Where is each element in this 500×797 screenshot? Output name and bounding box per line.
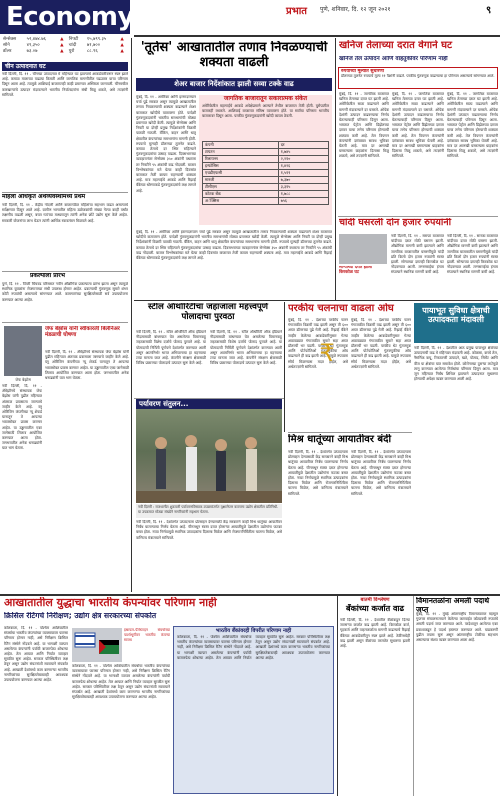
table-row: कोटक बँक १,७८८ (203, 190, 329, 197)
table-row: अॅक्सिस ७५६ (203, 197, 329, 204)
market-ticker (2, 37, 128, 61)
bezos-photo (4, 326, 42, 376)
column-rule (335, 38, 336, 300)
oil-headline: खनिज तेलाच्या दरात वेगाने घट (339, 40, 453, 51)
oil-deck: खनिज तेल उत्पादन आणि वाहतुकीवर परिणाम नाही (339, 56, 448, 62)
steel-headline: स्टील ऑथॉरिटीचा जहाजाला महत्त्वपूर्ण पोलादाचा पुरवठा (148, 303, 268, 322)
steel-body-1: नवी दिल्ली, दि. ११ - स्टील ऑथॉरिटी ऑफ इंडियाने नौदलासाठी बांधण्यात येत असलेल्या विमानवाहू जहाजासाठी विशेष दर्जाचे पोलाद पुरवले आहे. या पोलादाची निर्मिती पूर्णपणे देशांतर्गत करण्यात आली असून आत्मनिर्भर भारत अभियानाचा हा महत्त्वाचा टप्पा मानला जात आहे. कंपनीने संरक्षण क्षेत्रासाठी विविध प्रकारच्या पोलादाचे उत्पादन सुरू केले आहे. (136, 330, 206, 366)
page-number: ९ (486, 5, 492, 16)
sidebox-table-wrap (199, 141, 332, 205)
flags-photo (72, 628, 122, 662)
metal-headline: मिश्र धातूंच्या आयातीवर बंदी (288, 434, 392, 445)
metal-body-2: नवी दिल्ली, दि. ११ - देशांतर्गत उत्पादनाला प्रोत्साहन देण्यासाठी केंद्र सरकारने काही मिश्र धातूंच्या आयातीवर निर्बंध घालण्याचा निर्णय घेतला आहे. चीनमधून स्वस्त दरात होणाऱ्या आयातीमुळे देशातील उद्योगांना फटका बसत होता. नव्या निर्णयामुळे स्थानिक उत्पादकांना दिलासा मिळेल आणि रोजगारनिर्मितीला चालना मिळेल, असे वाणिज्य मंत्रालयाने सांगितले. (351, 450, 411, 496)
silver-body-2: नवी दिल्ली, दि. ११ - सराफा बाजारात चांदीच्या दरात मोठी घसरण झाली. औद्योगिक मागणी कमी झाल्याने आणि जागतिक बाजारातील घसरणीमुळे चांदी प्रति किलो दोन हजार रुपयांनी स्वस्त झाली. सोन्याच्या दरातही किरकोळ घट नोंदवण्यात आली. लग्नसराईचा हंगाम संपल्याने स्थानिक मागणी कमी आहे. (447, 234, 498, 275)
stock-table (202, 141, 329, 205)
bank-body: नवी दिल्ली, दि. ११ - देशातील बँकांकडून दिल्या जाणाऱ्या कर्जात वाढ झाली आहे. किरकोळ कर्ज, गृहकर्ज आणि वाहनकर्जाला मागणी वाढल्याचे रिझर्व्ह बँकेच्या आकडेवारीतून स्पष्ट झाले आहे. ठेवींमध्येही वाढ झाली असून बँकांच्या तरलतेत सुधारणा झाली आहे. (340, 618, 410, 649)
bank-kicker: बातमी विश्लेषण (360, 597, 390, 603)
lead-body-col3: मुंबई, दि. ११ - अमेरिका आणि इराणदरम्यान चर्चा पुढे सरकत असून त्यामुळे आखातातील तणाव निवळण्याची शक्यता वाढल्याने शेअर बाजारात खरेदीचे वातावरण होते. परदेशी गुंतवणूकदारांनी भारतीय समभागांची मोठ्या प्रमाणात खरेदी केली. त्यामुळे सेन्सेक्स आणि निफ्टी या दोन्ही प्रमुख निर्देशांकांनी विक्रमी पातळी गाठली. बँकिंग, वाहन आणि धातू क्षेत्रातील कंपन्यांच्या समभागांना मागणी होती. रुपयाचे मूल्यही डॉलरच्या तुलनेत वाढले. कच्च्या तेलाचे दर स्थिर राहिल्याने गुंतवणूकदारांचा उत्साह वाढला. दिवसभराच्या व्यवहारानंतर सेन्सेक्स ३५० अंकांनी वधारला तर निफ्टीने ९५ अंकांची वाढ नोंदवली. बाजार विश्लेषकांच्या मते येत्या काही दिवसांत बाजारात तेजी कायम राहण्याची शक्यता आहे. मात्र महागाईचे आकडे आणि रिझर्व्ह बँकेच्या धोरणाकडे गुंतवणूकदारांचे लक्ष लागले आहे. (136, 230, 332, 261)
bank-headline: बँकांच्या कर्जात वाढ (346, 604, 404, 613)
short1-body: नवी दिल्ली, दि. ११ - चीनच्या उत्पादनात मे महिन्यात घट झाल्याचे आकडेवारीवरून स्पष्ट झाले आहे. कच्च्या मालाच्या वाढत्या किमती आणि जागतिक मागणीतील चढउतार याचा परिणाम दिसून आला आहे. त्यामुळे आशियाई बाजारातही काही प्रमाणात अस्थिरता जाणवली. चीनमधील कारखान्यांचे उत्पादन मंदावल्याने भारतीय निर्यातदारांना संधी मिळू शकते, असे तज्ज्ञांनी सांगितले. (2, 72, 128, 97)
infra-headline: पायाभूत सुविधा क्षेत्राची उत्पादकता मंदावली (422, 306, 490, 325)
section-rule (0, 594, 500, 596)
short2-title: महिला अधिकृत अर्थव्यवस्थामध्ये प्रथम (2, 194, 86, 200)
lead-body-col1: मुंबई, दि. ११ - अमेरिका आणि इराणदरम्यान चर्चा पुढे सरकत असून त्यामुळे आखातातील तणाव निवळण्याची शक्यता वाढल्याने शेअर बाजारात खरेदीचे वातावरण होते. परदेशी गुंतवणूकदारांनी भारतीय समभागांची मोठ्या प्रमाणात खरेदी केली. त्यामुळे सेन्सेक्स आणि निफ्टी या दोन्ही प्रमुख निर्देशांकांनी विक्रमी पातळी गाठली. बँकिंग, वाहन आणि धातू क्षेत्रातील कंपन्यांच्या समभागांना मागणी होती. रुपयाचे मूल्यही डॉलरच्या तुलनेत वाढले. कच्च्या तेलाचे दर स्थिर राहिल्याने गुंतवणूकदारांचा उत्साह वाढला. दिवसभराच्या व्यवहारानंतर सेन्सेक्स ३५० अंकांनी वधारला तर निफ्टीने ९५ अंकांची वाढ नोंदवली. बाजार विश्लेषकांच्या मते येत्या काही दिवसांत बाजारात तेजी कायम राहण्याची शक्यता आहे. मात्र महागाईचे आकडे आणि रिझर्व्ह बँकेच्या धोरणाकडे गुंतवणूकदारांचे लक्ष लागले आहे. (136, 95, 196, 193)
short3-body: पुणे, दि. ११ - पिंपरी चिंचवड परिसरात नवीन औद्योगिक प्रकल्पाला प्रारंभ झाला असून त्यामुळे स्थानिक युवकांना रोजगाराच्या संधी उपलब्ध होणार आहेत. प्रकल्पाची गुंतवणूक सुमारे शंभर कोटी रुपयांची असल्याचे सांगण्यात आले. कामगारांच्या सुरक्षिततेसाठी सर्व उपाययोजना करण्यात आल्या आहेत. (2, 282, 128, 302)
gulf-caption: इस्रायल-पॅलेस्टाइन संघर्षाच्या पार्श्वभूमीवर भारतीय कंपन्या सावध (124, 628, 170, 643)
rupee-icon: ₹ (319, 339, 335, 367)
divider (2, 271, 128, 272)
env-story-body: नवी दिल्ली, दि. ११ - देशांतर्गत उत्पादनाला प्रोत्साहन देण्यासाठी केंद्र सरकारने काही मिश्र धातूंच्या आयातीवर निर्बंध घालण्याचा निर्णय घेतला आहे. चीनमधून स्वस्त दरात होणाऱ्या आयातीमुळे देशातील उद्योगांना फटका बसत होता. नव्या निर्णयामुळे स्थानिक उत्पादकांना दिलासा मिळेल आणि रोजगारनिर्मितीला चालना मिळेल, असे वाणिज्य मंत्रालयाने सांगितले. (136, 520, 282, 540)
silver-caption: सोन्याच्या दरात झाली किरकोळ घट (339, 266, 373, 275)
silver-photo (339, 234, 387, 264)
sidebox-title: जागतिक बाजारातून सकारात्मक संकेत (223, 95, 308, 102)
env-photo-caption: नवी दिल्ली : राजधानीत शुक्रवारी पर्यावरणविषयक उपक्रमांतर्गत वृक्षारोपण करताना उद्योग क्षेत्रातील प्रतिनिधी. या उपक्रमात मोठ्या संख्येने नागरिकांनी सहभाग घेतला. (136, 504, 282, 518)
fdi-body-2: मुंबई, दि. ११ - देशाच्या परकीय चलन गंगाजळीत विक्रमी वाढ झाली असून ती ६०० अब्ज डॉलरच्या पुढे गेली आहे. रिझर्व्ह बँकेने जाहीर केलेल्या आकडेवारीनुसार गेल्या आठवड्यात गंगाजळीत सुमारे सहा अब्ज डॉलरची भर पडली. परकीय थेट गुंतवणूक आणि पोर्टफोलिओ गुंतवणुकीचा ओघ वाढल्याने ही वाढ झाली आहे. यामुळे रुपयाला स्थैर्य मिळण्यास मदत होईल, असे अर्थतज्ज्ञांनी सांगितले. (351, 318, 411, 369)
rupee-box-text: डॉलरच्या तुलनेत रुपयाचे मूल्य ११ पैशांनी वाढले. परकीय गुंतवणूक वाढल्याचा हा परिणाम असल्याचे सांगण्यात आले. (341, 74, 495, 79)
divider (2, 322, 128, 323)
section-rule (134, 300, 498, 301)
divider (2, 192, 128, 193)
table-row: मारुती ७,३७० (203, 176, 329, 183)
brand-logo: प्रभात (286, 6, 308, 17)
dateline: पुणे, शनिवार, दि. १२ जून २०२१ (320, 6, 391, 13)
gulf-body-1: कोलकाता, दि. ११ - पश्चिम आशियातील संघर्षाचा भारतीय कंपन्यांच्या व्यवसायावर फारसा परिणाम होणार नाही, असे निरीक्षण क्रिसिल रेटिंग संस्थेने नोंदवले आहे. या भागाशी व्यापार असलेल्या कंपन्यांनी पर्यायी बाजारपेठा शोधल्या आहेत. तेल आयात आणि निर्यात व्यवहार सुरळीत सुरू आहेत. सरकार परिस्थितीवर लक्ष ठेवून असून उद्योग संघटनांशी सातत्याने संपर्कात आहे. आखाती देशांमध्ये काम करणाऱ्या भारतीय नागरिकांच्या सुरक्षिततेबाबतही आवश्यक उपाययोजना करण्यात आल्या आहेत. (4, 626, 68, 683)
short2-body: नवी दिल्ली, दि. ११ - केंद्रीय नोंदणी आणि बाजारपेठेत महिलांचा सहभाग वाढत असल्याचे सर्वेक्षणात दिसून आले आहे. ग्रामीण भागातील महिला उद्योजकांची संख्या गेल्या काही वर्षांत लक्षणीय वाढली असून, बचत गटांच्या माध्यमातून त्यांनी अनेक छोटे उद्योग सुरू केले आहेत. सरकारी योजनांचा लाभ घेऊन त्यांनी आर्थिक स्वावलंबन मिळवले आहे. (2, 203, 128, 223)
metal-body-1: नवी दिल्ली, दि. ११ - देशांतर्गत उत्पादनाला प्रोत्साहन देण्यासाठी केंद्र सरकारने काही मिश्र धातूंच्या आयातीवर निर्बंध घालण्याचा निर्णय घेतला आहे. चीनमधून स्वस्त दरात होणाऱ्या आयातीमुळे देशातील उद्योगांना फटका बसत होता. नव्या निर्णयामुळे स्थानिक उत्पादकांना दिलासा मिळेल आणि रोजगारनिर्मितीला चालना मिळेल, असे वाणिज्य मंत्रालयाने सांगितले. (288, 450, 348, 496)
short1-title: चीन उत्पादनात घट (2, 62, 128, 71)
table-row: टायटन १,७४५ (203, 148, 329, 155)
short4-body: नवी दिल्ली, दि. ११ - ॲमेझॉनचे संस्थापक जेफ बेझोस यांनी पुढील महिन्यात अंतराळ प्रवासाला जाण्याचे जाहीर केले आहे. ब्लू ओरिजिन कंपनीच्या न्यू शेफर्ड यानातून ते आपल्या भावासोबत प्रवास करणार आहेत. या उड्डाणातील एका जागेसाठी लिलाव आयोजित करण्यात आला होता. जगभरातील अनेक धनाढ्यांनी यात भाग घेतला. (45, 350, 129, 381)
rupee-box-title: रुपयाच्या मूल्यात सुधारणा (341, 69, 384, 74)
gulf-deck: क्रिसिल रेटिंगचे निरीक्षण; उद्योग क्षेत्र सरकारच्या संपर्कात (4, 612, 157, 620)
section-title: Economy (0, 0, 130, 34)
table-row: रिलायन्स २,२१० (203, 155, 329, 162)
oil-body-1: मुंबई, दि. ११ - जागतिक बाजारात खनिज तेलाच्या दरात घट झाली आहे. अमेरिकेतील साठा वाढल्याने आणि मागणी मंदावल्याने दर घसरले. ओपेक देशांनी उत्पादन वाढवण्याचा निर्णय घेतल्याचाही परिणाम दिसून आला. भारतात पेट्रोल आणि डिझेलच्या दरावर याचा लगेच परिणाम होण्याची शक्यता कमी आहे. तेल विपणन कंपन्यांनी दरांबाबत सावध भूमिका घेतली आहे. मात्र दर आणखी घसरल्यास ग्राहकांना दिलासा मिळू शकतो, असे तज्ज्ञांनी सांगितले. (339, 92, 389, 159)
env-photo-title: पर्यावरण संतुलन... (136, 399, 282, 409)
gulf-box (173, 626, 334, 794)
column-rule (284, 302, 285, 432)
fdi-headline: परकीय चलनाचा वाढला ओघ (288, 303, 394, 314)
flag-icon (72, 628, 122, 662)
aviation-headline: विमानतळांना अमली पदार्थ जप्त (416, 597, 490, 614)
table-row: कंपनी दर (203, 141, 329, 148)
gulf-body-2: कोलकाता, दि. ११ - पश्चिम आशियातील संघर्षाचा भारतीय कंपन्यांच्या व्यवसायावर फारसा परिणाम होणार नाही, असे निरीक्षण क्रिसिल रेटिंग संस्थेने नोंदवले आहे. या भागाशी व्यापार असलेल्या कंपन्यांनी पर्यायी बाजारपेठा शोधल्या आहेत. तेल आयात आणि निर्यात व्यवहार सुरळीत सुरू आहेत. सरकार परिस्थितीवर लक्ष ठेवून असून उद्योग संघटनांशी सातत्याने संपर्कात आहे. आखाती देशांमध्ये काम करणाऱ्या भारतीय नागरिकांच्या सुरक्षिततेबाबतही आवश्यक उपाययोजना करण्यात आल्या आहेत. (72, 664, 170, 700)
infra-body: नवी दिल्ली, दि. ११ - देशातील आठ प्रमुख पायाभूत क्षेत्रांच्या उत्पादनाची वाढ मे महिन्यात मंदावली आहे. कोळसा, कच्चे तेल, नैसर्गिक वायू, रिफायनरी उत्पादने, खते, पोलाद, सिमेंट आणि वीज या क्षेत्रांचा यात समावेश होतो. कोरोनाच्या दुसऱ्या लाटेमुळे लागू करण्यात आलेल्या निर्बंधांचा परिणाम दिसून आला. मात्र जून महिन्यात निर्बंध शिथिल झाल्याने उत्पादनात सुधारणा होण्याची अपेक्षा व्यक्त करण्यात आली आहे. (414, 346, 498, 382)
masthead-rule (134, 35, 500, 37)
ticker-row: सोने ४९,३५० ▲ चांदी ७१,७०० ▲ (3, 43, 124, 48)
divider (288, 432, 412, 433)
gulf-box-title: भारतीय बँकांवरही विपरीत परिणाम नाही (215, 628, 292, 634)
column-rule (131, 38, 132, 592)
lead-deck: शेअर बाजार निर्देशांकात झाली सव्वा टक्के वाढ (136, 78, 332, 91)
short3-title: प्रकल्पाला प्रारंभ (30, 273, 65, 279)
bezos-caption: जेफ बेझोस (15, 377, 31, 382)
aviation-body: मुंबई, दि. ११ - मुंबई आंतरराष्ट्रीय विमानतळावर महसूल गुप्तचर संचालनालयाने केलेल्या कारवाईत कोट्यवधी रुपयांचे अमली पदार्थ जप्त करण्यात आले. परदेशातून आलेल्या एका प्रवाशाकडून हे पदार्थ हस्तगत करण्यात आले. याप्रकरणी पुढील तपास सुरू असून आंतरराष्ट्रीय टोळीचा सहभाग असल्याचा संशय व्यक्त करण्यात आला आहे. (416, 612, 498, 643)
env-photo (136, 409, 282, 503)
ticker-row: सेन्सेक्स ५२,४७४.७६ ▲ निफ्टी १५,७९९.३५ ▲ (3, 37, 124, 42)
lead-headline: 'तूर्तस' आखातातील तणाव निवळण्याची शक्यता वाढली (140, 41, 328, 70)
silver-body-1: नवी दिल्ली, दि. ११ - सराफा बाजारात चांदीच्या दरात मोठी घसरण झाली. औद्योगिक मागणी कमी झाल्याने आणि जागतिक बाजारातील घसरणीमुळे चांदी प्रति किलो दोन हजार रुपयांनी स्वस्त झाली. सोन्याच्या दरातही किरकोळ घट नोंदवण्यात आली. लग्नसराईचा हंगाम संपल्याने स्थानिक मागणी कमी आहे. (391, 234, 444, 275)
column-rule (413, 596, 414, 796)
oil-body-2: मुंबई, दि. ११ - जागतिक बाजारात खनिज तेलाच्या दरात घट झाली आहे. अमेरिकेतील साठा वाढल्याने आणि मागणी मंदावल्याने दर घसरले. ओपेक देशांनी उत्पादन वाढवण्याचा निर्णय घेतल्याचाही परिणाम दिसून आला. भारतात पेट्रोल आणि डिझेलच्या दरावर याचा लगेच परिणाम होण्याची शक्यता कमी आहे. तेल विपणन कंपन्यांनी दरांबाबत सावध भूमिका घेतली आहे. मात्र दर आणखी घसरल्यास ग्राहकांना दिलासा मिळू शकतो, असे तज्ज्ञांनी सांगितले. (392, 92, 444, 159)
table-row: टीसीएस ३,३१५ (203, 183, 329, 190)
column-rule (337, 596, 338, 796)
gulf-box-text: कोलकाता, दि. ११ - पश्चिम आशियातील संघर्षाचा भारतीय कंपन्यांच्या व्यवसायावर फारसा परिणाम होणार नाही, असे निरीक्षण क्रिसिल रेटिंग संस्थेने नोंदवले आहे. या भागाशी व्यापार असलेल्या कंपन्यांनी पर्यायी बाजारपेठा शोधल्या आहेत. तेल आयात आणि निर्यात व्यवहार सुरळीत सुरू आहेत. सरकार परिस्थितीवर लक्ष ठेवून असून उद्योग संघटनांशी सातत्याने संपर्कात आहे. आखाती देशांमध्ये काम करणाऱ्या भारतीय नागरिकांच्या सुरक्षिततेबाबतही आवश्यक उपाययोजना करण्यात आल्या आहेत. (177, 634, 330, 660)
short4-title: जेफ बेझोस यांनी स्वीकारली बिलेनिअर मंडळाची घोषणा (45, 326, 120, 339)
short4-body-2: नवी दिल्ली, दि. ११ - ॲमेझॉनचे संस्थापक जेफ बेझोस यांनी पुढील महिन्यात अंतराळ प्रवासाला जाण्याचे जाहीर केले आहे. ब्लू ओरिजिन कंपनीच्या न्यू शेफर्ड यानातून ते आपल्या भावासोबत प्रवास करणार आहेत. या उड्डाणातील एका जागेसाठी लिलाव आयोजित करण्यात आला होता. जगभरातील अनेक धनाढ्यांनी यात भाग घेतला. (2, 384, 42, 451)
divider (338, 216, 498, 217)
sidebox-text: अमेरिकेतील महागाईचे आकडे अपेक्षेप्रमाणे आल्याने तेथील बाजारात तेजी होती. युरोपातील बाजारही वधारले. आशियाई बाजारात संमिश्र वातावरण होते. या सर्वांचा परिणाम भारतीय बाजारावर दिसून आला. परकीय गुंतवणूकदारांनी खरेदी कायम ठेवली. (202, 103, 329, 119)
people-illustration (136, 409, 282, 503)
fdi-body-1: मुंबई, दि. ११ - देशाच्या परकीय चलन गंगाजळीत विक्रमी वाढ झाली असून ती ६०० अब्ज डॉलरच्या पुढे गेली आहे. रिझर्व्ह बँकेने जाहीर केलेल्या आकडेवारीनुसार गेल्या आठवड्यात गंगाजळीत सुमारे सहा अब्ज डॉलरची भर पडली. परकीय थेट गुंतवणूक आणि पोर्टफोलिओ गुंतवणुकीचा ओघ वाढल्याने ही वाढ झाली आहे. यामुळे रुपयाला स्थैर्य मिळण्यास मदत होईल, असे अर्थतज्ज्ञांनी सांगितले. (288, 318, 348, 369)
masthead (0, 0, 500, 36)
ticker-row: डॉलर ७३.०७ ▲ युरो ८८.९६ ▲ (3, 49, 124, 54)
infra-headline-box (414, 303, 498, 343)
table-row: एचडीएफसी १,५१९ (203, 169, 329, 176)
table-row: इन्फोसिस १,४२६ (203, 162, 329, 169)
oil-body-3: मुंबई, दि. ११ - जागतिक बाजारात खनिज तेलाच्या दरात घट झाली आहे. अमेरिकेतील साठा वाढल्याने आणि मागणी मंदावल्याने दर घसरले. ओपेक देशांनी उत्पादन वाढवण्याचा निर्णय घेतल्याचाही परिणाम दिसून आला. भारतात पेट्रोल आणि डिझेलच्या दरावर याचा लगेच परिणाम होण्याची शक्यता कमी आहे. तेल विपणन कंपन्यांनी दरांबाबत सावध भूमिका घेतली आहे. मात्र दर आणखी घसरल्यास ग्राहकांना दिलासा मिळू शकतो, असे तज्ज्ञांनी सांगितले. (447, 92, 498, 159)
market-sidebox (199, 95, 332, 225)
rupee-box (338, 67, 498, 89)
gulf-headline: आखातातील युद्धाचा भारतीय कंपन्यांवर परिणाम नाही (4, 597, 217, 609)
silver-headline: चांदी घसरली दोन हजार रुपयांनी (339, 218, 452, 228)
steel-body-2: नवी दिल्ली, दि. ११ - स्टील ऑथॉरिटी ऑफ इंडियाने नौदलासाठी बांधण्यात येत असलेल्या विमानवाहू जहाजासाठी विशेष दर्जाचे पोलाद पुरवले आहे. या पोलादाची निर्मिती पूर्णपणे देशांतर्गत करण्यात आली असून आत्मनिर्भर भारत अभियानाचा हा महत्त्वाचा टप्पा मानला जात आहे. कंपनीने संरक्षण क्षेत्रासाठी विविध प्रकारच्या पोलादाचे उत्पादन सुरू केले आहे. (210, 330, 282, 366)
